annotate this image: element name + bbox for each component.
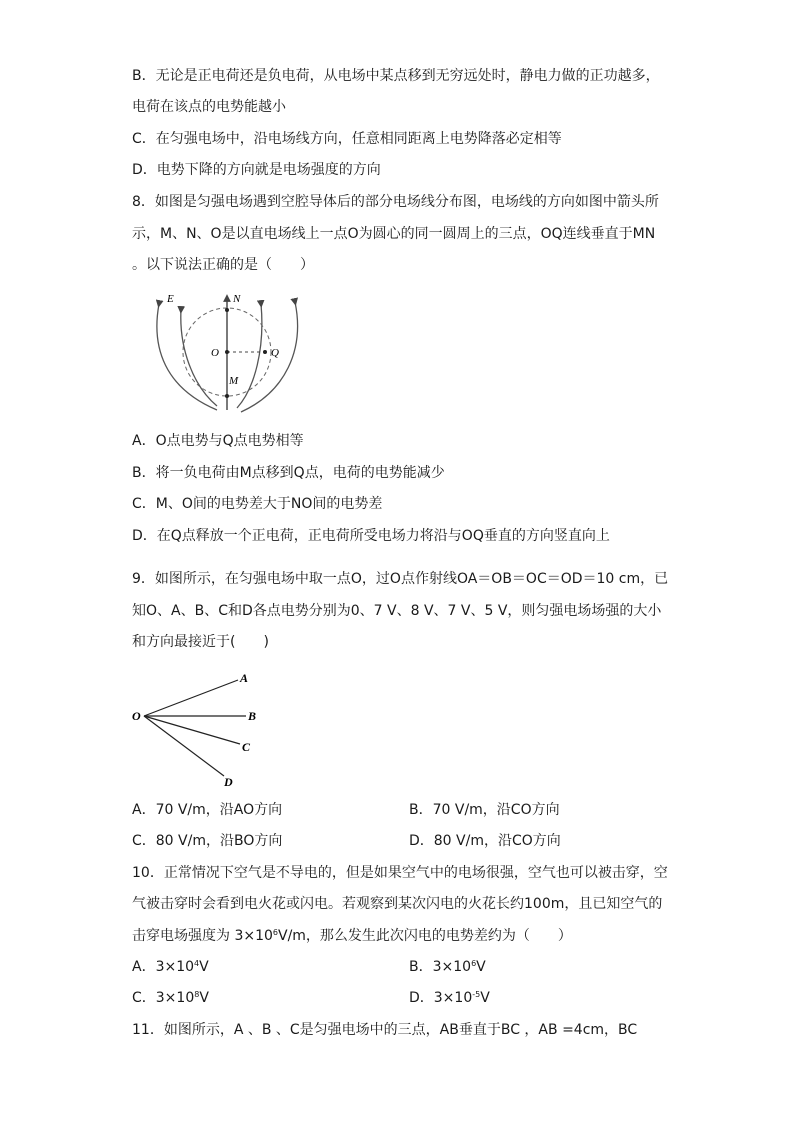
q9-option-c: C．80 V/m，沿BO方向 — [132, 833, 283, 849]
q10-stem-line2: 气被击穿时会看到电火花或闪电。若观察到某次闪电的火花长约100m，且已知空气的 — [132, 896, 663, 912]
q8-field-line-figure — [145, 288, 315, 418]
q9-stem-line2: 知O、A、B、C和D各点电势分别为0、7 V、8 V、7 V、5 V，则匀强电场场强的大小 — [132, 603, 662, 619]
q7-option-b-line1: B．无论是正电荷还是负电荷，从电场中某点移到无穷远处时，静电力做的正功越多， — [132, 68, 660, 84]
q8-option-d: D．在Q点释放一个正电荷，正电荷所受电场力将沿与OQ垂直的方向竖直向上 — [132, 528, 610, 544]
label-b: B — [248, 709, 257, 723]
q8-option-b: B．将一负电荷由M点移到Q点，电荷的电势能减少 — [132, 465, 445, 481]
q7-option-d: D．电势下降的方向就是电场强度的方向 — [132, 162, 381, 178]
q8-option-c: C．M、O间的电势差大于NO间的电势差 — [132, 496, 383, 512]
label-e: E — [167, 293, 174, 305]
q9-stem-line1: 9．如图所示，在匀强电场中取一点O，过O点作射线OA＝OB＝OC＝OD＝10 cm，已 — [132, 571, 669, 587]
label-q: Q — [271, 347, 279, 359]
q10-option-c: C．$3\times 10^8V$ — [132, 990, 209, 1006]
q10-option-b: B．$3\times 10^6V$ — [409, 959, 486, 975]
q9-option-d: D．80 V/m，沿CO方向 — [409, 833, 561, 849]
q8-stem-line1: 8．如图是匀强电场遇到空腔导体后的部分电场线分布图，电场线的方向如图中箭头所 — [132, 194, 659, 210]
q8-stem-line3: 。以下说法正确的是（ ） — [132, 257, 314, 273]
q9-ray-figure — [128, 668, 268, 793]
q8-stem-line2: 示，M、N、O是以直电场线上一点O为圆心的同一圆周上的三点，OQ连线垂直于MN — [132, 226, 656, 242]
q7-option-b-line2: 电荷在该点的电势能越小 — [132, 99, 286, 115]
label-n: N — [233, 293, 241, 305]
q11-stem-line1: 11．如图所示，A 、B 、C是匀强电场中的三点，AB垂直于BC ，AB =4cm，BC — [132, 1022, 638, 1038]
q8-option-a: A．O点电势与Q点电势相等 — [132, 433, 304, 449]
label-a: A — [240, 671, 249, 685]
q7-option-c: C．在匀强电场中，沿电场线方向，任意相同距离上电势降落必定相等 — [132, 131, 562, 147]
label-d: D — [224, 775, 233, 789]
q9-option-a: A．70 V/m，沿AO方向 — [132, 802, 283, 818]
label-o: O — [211, 347, 219, 359]
label-o: O — [132, 709, 141, 723]
q10-stem-line1: 10．正常情况下空气是不导电的，但是如果空气中的电场很强，空气也可以被击穿，空 — [132, 865, 668, 881]
label-m: M — [229, 375, 239, 387]
q10-option-a: A．$3\times 10^4V$ — [132, 959, 209, 975]
q9-option-b: B．70 V/m，沿CO方向 — [409, 802, 560, 818]
q9-stem-line3: 和方向最接近于( ) — [132, 634, 269, 650]
q10-option-d: D．$3\times 10^{-5}V$ — [409, 990, 490, 1006]
label-c: C — [242, 740, 251, 754]
q10-stem-line3: 击穿电场强度为 $3\times 10^6V/m$，那么发生此次闪电的电势差约为（ ） — [132, 928, 572, 944]
